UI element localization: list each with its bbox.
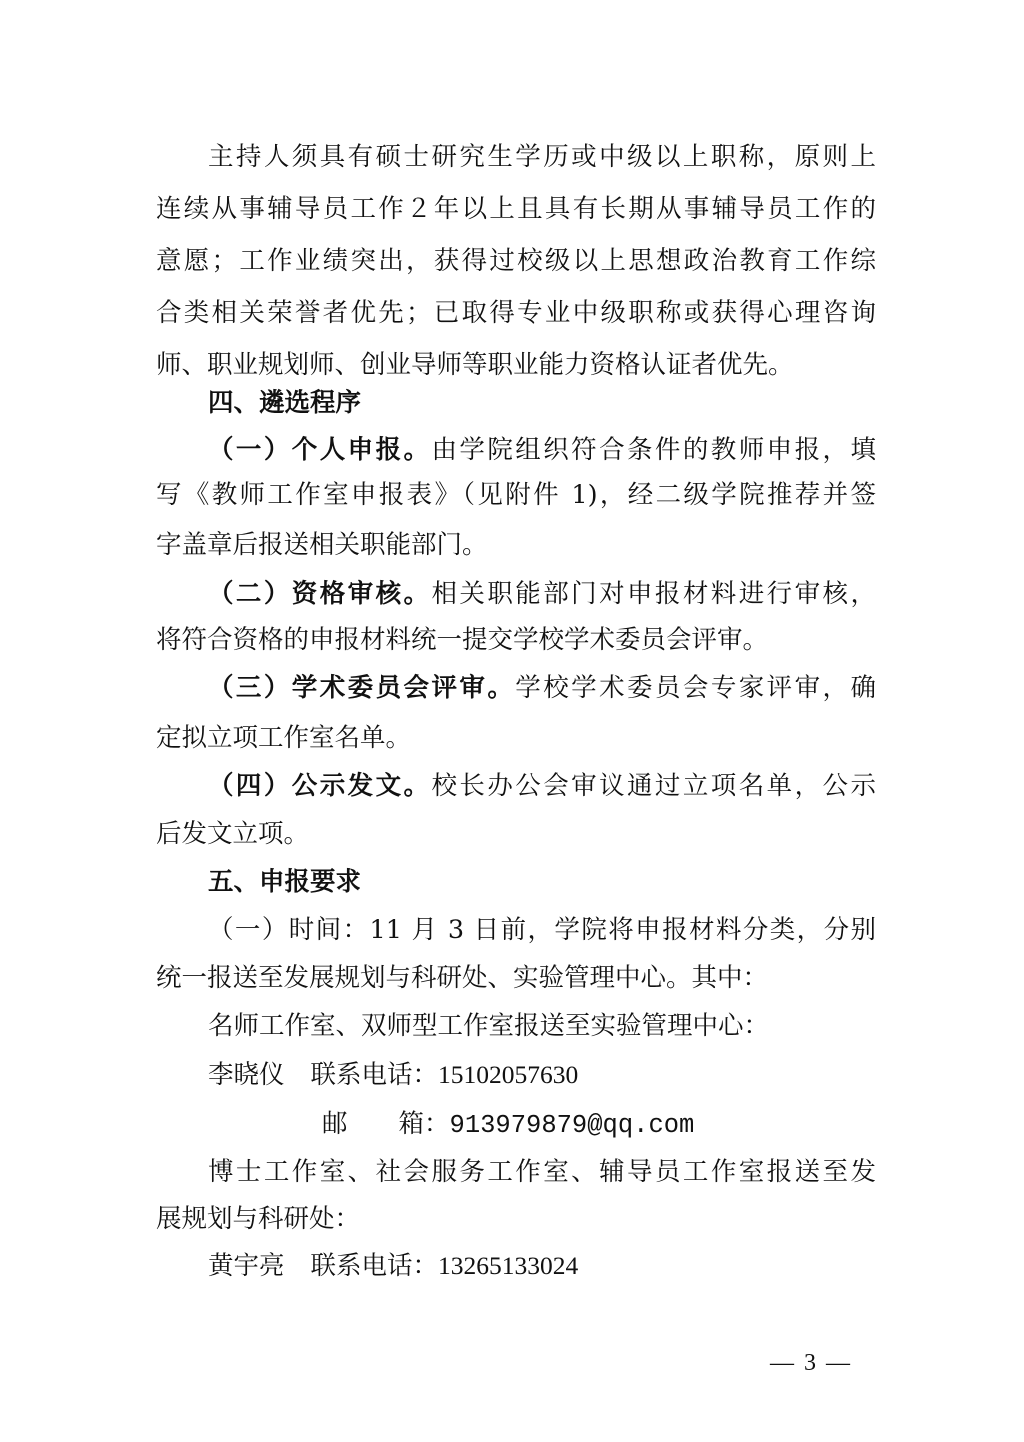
paragraph-line: 定拟立项工作室名单。	[156, 723, 412, 753]
item-label: （三）学术委员会评审。	[208, 673, 516, 703]
paragraph-line: 博士工作室、社会服务工作室、辅导员工作室报送至发	[208, 1157, 876, 1187]
paragraph-line: 展规划与科研处：	[156, 1204, 361, 1234]
item-text: 校长办公会审议通过立项名单，公示	[431, 771, 876, 801]
paragraph-line: 意愿；工作业绩突出，获得过校级以上思想政治教育工作综	[156, 246, 876, 276]
item-text: 由学院组织符合条件的教师申报，填	[431, 435, 876, 465]
list-item	[208, 568, 876, 620]
contact-line	[208, 1049, 876, 1101]
section-heading-4: 四、遴选程序	[208, 388, 362, 418]
contact-line	[208, 1240, 876, 1292]
item-label: （二）资格审核。	[208, 579, 432, 609]
contact-phone-label: 联系电话：	[310, 1060, 439, 1090]
item-text: 学校学术委员会专家评审，确	[515, 673, 876, 703]
paragraph-line: 师、职业规划师、创业导师等职业能力资格认证者优先。	[156, 350, 794, 380]
item-text: 相关职能部门对申报材料进行审核，	[431, 579, 876, 609]
contact-mail-line	[322, 1098, 876, 1150]
list-item	[208, 662, 876, 714]
paragraph-line: 将符合资格的申报材料统一提交学校学术委员会评审。	[156, 625, 769, 655]
contact-phone: 15102057630	[438, 1060, 579, 1089]
contact-name: 黄宇亮	[208, 1251, 285, 1281]
item-label: （四）公示发文。	[208, 771, 432, 801]
paragraph-line: 合类相关荣誉者优先；已取得专业中级职称或获得心理咨询	[156, 298, 876, 328]
contact-mail: 913979879@qq.com	[449, 1111, 695, 1140]
contact-phone: 13265133024	[438, 1251, 579, 1280]
list-item	[208, 760, 876, 812]
paragraph-line: 字盖章后报送相关职能部门。	[156, 530, 488, 560]
contact-name: 李晓仪	[208, 1060, 285, 1090]
paragraph-line: 统一报送至发展规划与科研处、实验管理中心。其中：	[156, 963, 769, 993]
section-heading-5: 五、申报要求	[208, 867, 362, 897]
item-label: （一）个人申报。	[208, 435, 432, 465]
paragraph-line: 主持人须具有硕士研究生学历或中级以上职称，原则上	[208, 142, 876, 172]
contact-phone-label: 联系电话：	[310, 1251, 439, 1281]
paragraph-line: （一）时间：11 月 3 日前，学院将申报材料分类，分别	[208, 915, 876, 945]
paragraph-line: 连续从事辅导员工作２年以上且具有长期从事辅导员工作的	[156, 194, 876, 224]
paragraph-line: 名师工作室、双师型工作室报送至实验管理中心：	[208, 1011, 770, 1041]
page-number: — 3 —	[770, 1350, 852, 1376]
paragraph-line: 后发文立项。	[156, 819, 310, 849]
paragraph-line: 写《教师工作室申报表》（见附件 1)，经二级学院推荐并签	[156, 480, 876, 510]
contact-mail-label: 邮 箱：	[322, 1109, 450, 1139]
